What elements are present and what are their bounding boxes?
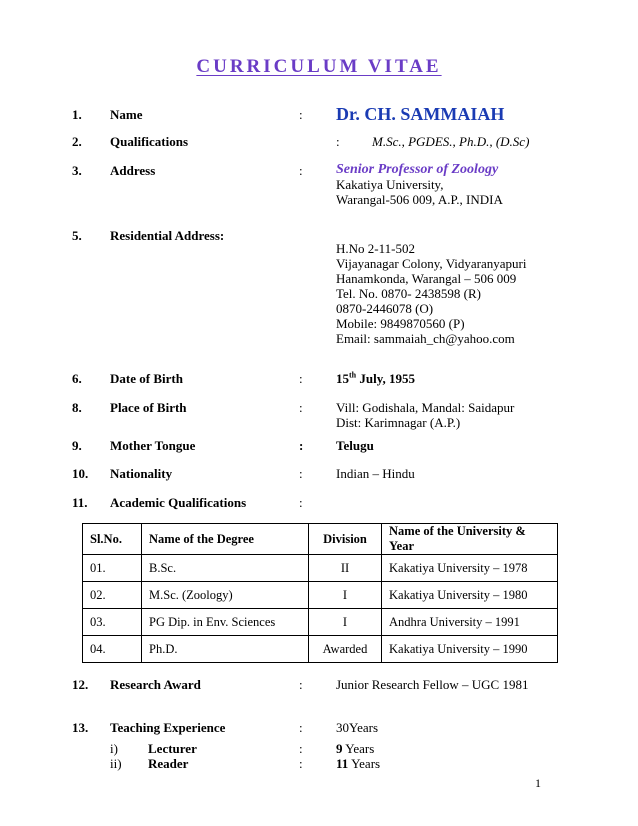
table-cell: 03. [83,609,142,636]
residential-value [336,241,527,346]
teaching-value: 30Years [336,720,379,735]
page-number: 1 [535,776,541,790]
table-cell: Kakatiya University – 1980 [382,582,558,609]
item-label: Address [110,163,156,178]
academic-qualifications-table [82,523,558,663]
residential-line: Hanamkonda, Warangal – 506 009 [336,271,517,286]
item-colon: : [299,107,303,122]
table-cell: II [309,555,382,582]
table-cell: 04. [83,636,142,663]
address-value [336,162,503,207]
item-label: Date of Birth [110,371,183,386]
table-cell: Awarded [309,636,382,663]
sub-item-value [336,741,374,756]
table-cell: 01. [83,555,142,582]
item-number: 11. [72,495,88,510]
pob-value [336,400,514,430]
item-number: 3. [72,163,82,178]
table-cell: Ph.D. [142,636,309,663]
table-cell: M.Sc. (Zoology) [142,582,309,609]
residential-line: Tel. No. 0870- 2438598 (R) [336,286,481,301]
item-number: 5. [72,228,82,243]
years-count: 9 [336,741,343,756]
document-title: CURRICULUM VITAE [196,56,442,77]
item-number: 10. [72,466,89,481]
item-label: Residential Address: [110,228,225,243]
item-label: Mother Tongue [110,438,196,453]
table-cell: Andhra University – 1991 [382,609,558,636]
address-line: Warangal-506 009, A.P., INDIA [336,192,503,207]
address-line: Kakatiya University, [336,177,444,192]
item-colon: : [299,720,303,735]
table-cell: B.Sc. [142,555,309,582]
table-header-row [83,524,558,555]
item-number: 12. [72,677,89,692]
years-unit: Years [342,741,375,756]
designation: Senior Professor of Zoology [336,162,499,177]
item-colon: : [299,163,303,178]
sub-item-label: Lecturer [148,741,197,756]
sub-item-label: Reader [148,756,189,771]
pob-line: Dist: Karimnagar (A.P.) [336,415,461,430]
dob-rest: July, 1955 [356,371,415,386]
item-colon: : [299,741,303,756]
table-cell: PG Dip. in Env. Sciences [142,609,309,636]
item-label: Research Award [110,677,201,692]
qualifications-value: M.Sc., PGDES., Ph.D., (D.Sc) [372,134,530,149]
table-cell: Kakatiya University – 1990 [382,636,558,663]
item-number: 2. [72,134,82,149]
dob-suffix: th [349,370,357,380]
item-number: 6. [72,371,82,386]
item-label: Qualifications [110,134,189,149]
item-colon: : [299,438,304,453]
tongue-value: Telugu [336,438,374,453]
award-value: Junior Research Fellow – UGC 1981 [336,677,529,692]
column-header: Division [309,524,382,555]
table-cell: Kakatiya University – 1978 [382,555,558,582]
dob-day: 15 [336,371,349,386]
years-count: 11 [336,756,349,771]
table-cell: 02. [83,582,142,609]
item-label: Name [110,107,143,122]
item-label: Nationality [110,466,173,481]
item-colon: : [299,756,303,771]
item-colon: : [299,495,303,510]
nationality-value: Indian – Hindu [336,466,415,481]
sub-item-value [336,756,380,771]
table-row [83,555,558,582]
table-row [83,582,558,609]
table-row [83,609,558,636]
item-colon: : [336,134,340,149]
dob-value [336,371,415,386]
item-label: Academic Qualifications [110,495,247,510]
item-colon: : [299,466,303,481]
residential-line: Vijayanagar Colony, Vidyaranyapuri [336,256,527,271]
item-colon: : [299,371,303,386]
item-number: 9. [72,438,82,453]
residential-line: H.No 2-11-502 [336,241,415,256]
pob-line: Vill: Godishala, Mandal: Saidapur [336,400,515,415]
column-header: Name of the Degree [142,524,309,555]
item-label: Place of Birth [110,400,187,415]
sub-item-index: ii) [110,756,122,771]
item-number: 8. [72,400,82,415]
table-cell: I [309,609,382,636]
item-colon: : [299,400,303,415]
residential-line: Mobile: 9849870560 (P) [336,316,465,331]
years-unit: Years [348,756,381,771]
column-header: Name of the University & Year [382,524,558,555]
sub-item-index: i) [110,741,118,756]
email-line: Email: sammaiah_ch@yahoo.com [336,331,515,346]
person-name: Dr. CH. SAMMAIAH [336,104,505,124]
item-number: 1. [72,107,82,122]
table-row [83,636,558,663]
item-label: Teaching Experience [110,720,226,735]
column-header: Sl.No. [83,524,142,555]
item-number: 13. [72,720,89,735]
residential-line: 0870-2446078 (O) [336,301,434,316]
table-cell: I [309,582,382,609]
item-colon: : [299,677,303,692]
